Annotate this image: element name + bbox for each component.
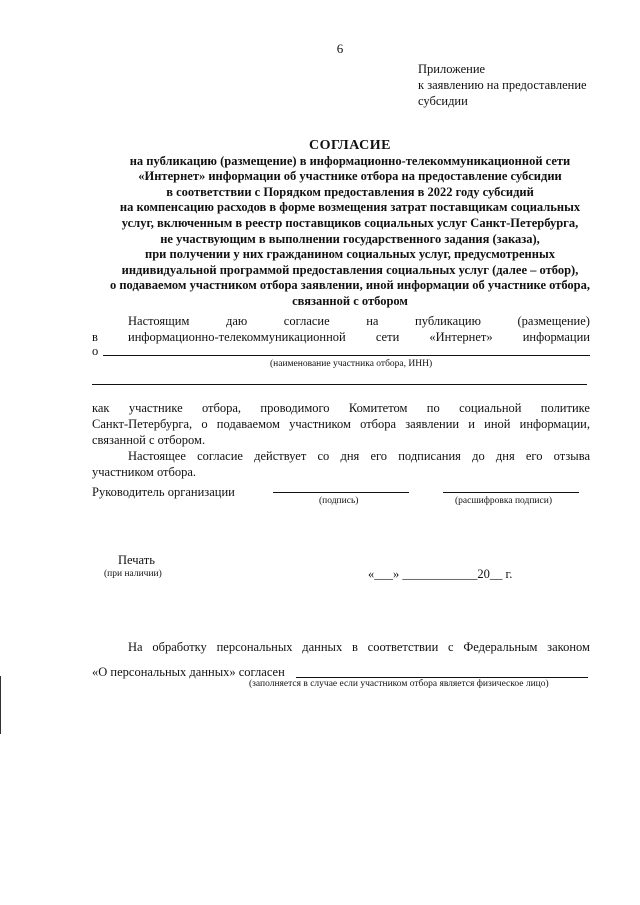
word: Комитетом xyxy=(348,401,408,415)
word: (размещение) xyxy=(517,314,590,328)
title-line: услуг, включенным в реестр поставщиков социальных услуг Санкт-Петербурга, xyxy=(121,215,579,230)
appendix-note xyxy=(418,61,587,109)
participant-name-caption: (наименование участника отбора, ИНН) xyxy=(270,359,433,369)
personal-data-consent-field[interactable] xyxy=(296,664,588,678)
word: законом xyxy=(547,640,590,654)
participant-name-field[interactable] xyxy=(103,343,590,356)
personal-data-line-1 xyxy=(128,639,590,655)
word: На xyxy=(128,640,143,654)
document-title xyxy=(80,138,620,310)
word: обработку xyxy=(152,640,207,654)
signature-caption: (подпись) xyxy=(319,496,359,506)
word: отбора, xyxy=(201,401,242,415)
consent-line-1 xyxy=(128,313,590,329)
word: на xyxy=(366,314,379,328)
word: информации xyxy=(522,330,590,344)
consent-line-5: Санкт-Петербурга, о подаваемом участником отбора заявлении и иной информации, xyxy=(92,417,590,431)
word: согласие xyxy=(283,314,330,328)
title-line: индивидуальной программой предоставления социальных услуг (далее – отбор), xyxy=(121,262,579,277)
signature-decode-caption: (расшифровка подписи) xyxy=(455,496,552,506)
signature-label: Руководитель организации xyxy=(92,485,235,499)
word: с xyxy=(448,640,454,654)
title-line: связанной с отбором xyxy=(292,293,408,308)
appendix-line: субсидии xyxy=(418,94,468,108)
personal-data-caption: (заполняется в случае если участником отбора является физическое лицо) xyxy=(249,679,549,689)
scan-edge-mark xyxy=(0,676,1,734)
title-line: на компенсацию расходов в форме возмещения затрат поставщикам социальных xyxy=(119,200,581,215)
title-line: в соответствии с Порядком предоставления в 2022 году субсидий xyxy=(166,184,534,199)
validity-line-1: Настоящее согласие действует со дня его подписания до дня его отзыва xyxy=(128,449,590,463)
personal-data-line-2: «О персональных данных» согласен xyxy=(92,665,285,679)
word: публикацию xyxy=(415,314,481,328)
word: «Интернет» xyxy=(429,330,493,344)
word: участнике xyxy=(128,401,183,415)
appendix-line: к заявлению на предоставление xyxy=(418,78,587,92)
title-line: не участвующим в выполнении государственного задания (заказа), xyxy=(160,231,540,246)
signature-decode-field[interactable] xyxy=(443,480,579,493)
word: соответствии xyxy=(367,640,439,654)
validity-line-2: участником отбора. xyxy=(92,465,197,479)
stamp-label: Печать xyxy=(118,553,155,567)
consent-line-3-prefix: о xyxy=(92,344,99,358)
word: политике xyxy=(540,401,590,415)
word: сети xyxy=(375,330,400,344)
stamp-caption: (при наличии) xyxy=(104,569,162,579)
date-field[interactable]: «___» ____________20__ г. xyxy=(368,567,513,581)
word: в xyxy=(92,330,98,344)
consent-line-4 xyxy=(92,400,590,416)
word: по xyxy=(426,401,440,415)
signature-field[interactable] xyxy=(273,480,409,493)
word: персональных xyxy=(216,640,293,654)
page-number: 6 xyxy=(336,41,344,56)
title-line: «Интернет» информации об участнике отбора на предоставление субсидии xyxy=(138,169,562,184)
word: Настоящим xyxy=(128,314,190,328)
title-line: о подаваемом участником отбора заявлении, иной информации об участнике отбора, xyxy=(109,278,591,293)
word: социальной xyxy=(459,401,522,415)
consent-line-6: связанной с отбором. xyxy=(92,433,206,447)
word: даю xyxy=(225,314,248,328)
title-heading: СОГЛАСИЕ xyxy=(309,138,391,153)
title-line: при получении у них гражданином социальных услуг, предусмотренных xyxy=(145,247,555,262)
title-line: на публикацию (размещение) в информационно-телекоммуникационной сети xyxy=(129,153,571,168)
word: Федеральным xyxy=(463,640,538,654)
word: данных xyxy=(302,640,343,654)
word: проводимого xyxy=(260,401,330,415)
appendix-line: Приложение xyxy=(418,62,486,76)
word: информационно-телекоммуникационной xyxy=(128,330,346,344)
participant-name-field-2[interactable] xyxy=(92,372,587,385)
word: в xyxy=(351,640,358,654)
word: как xyxy=(92,401,110,415)
